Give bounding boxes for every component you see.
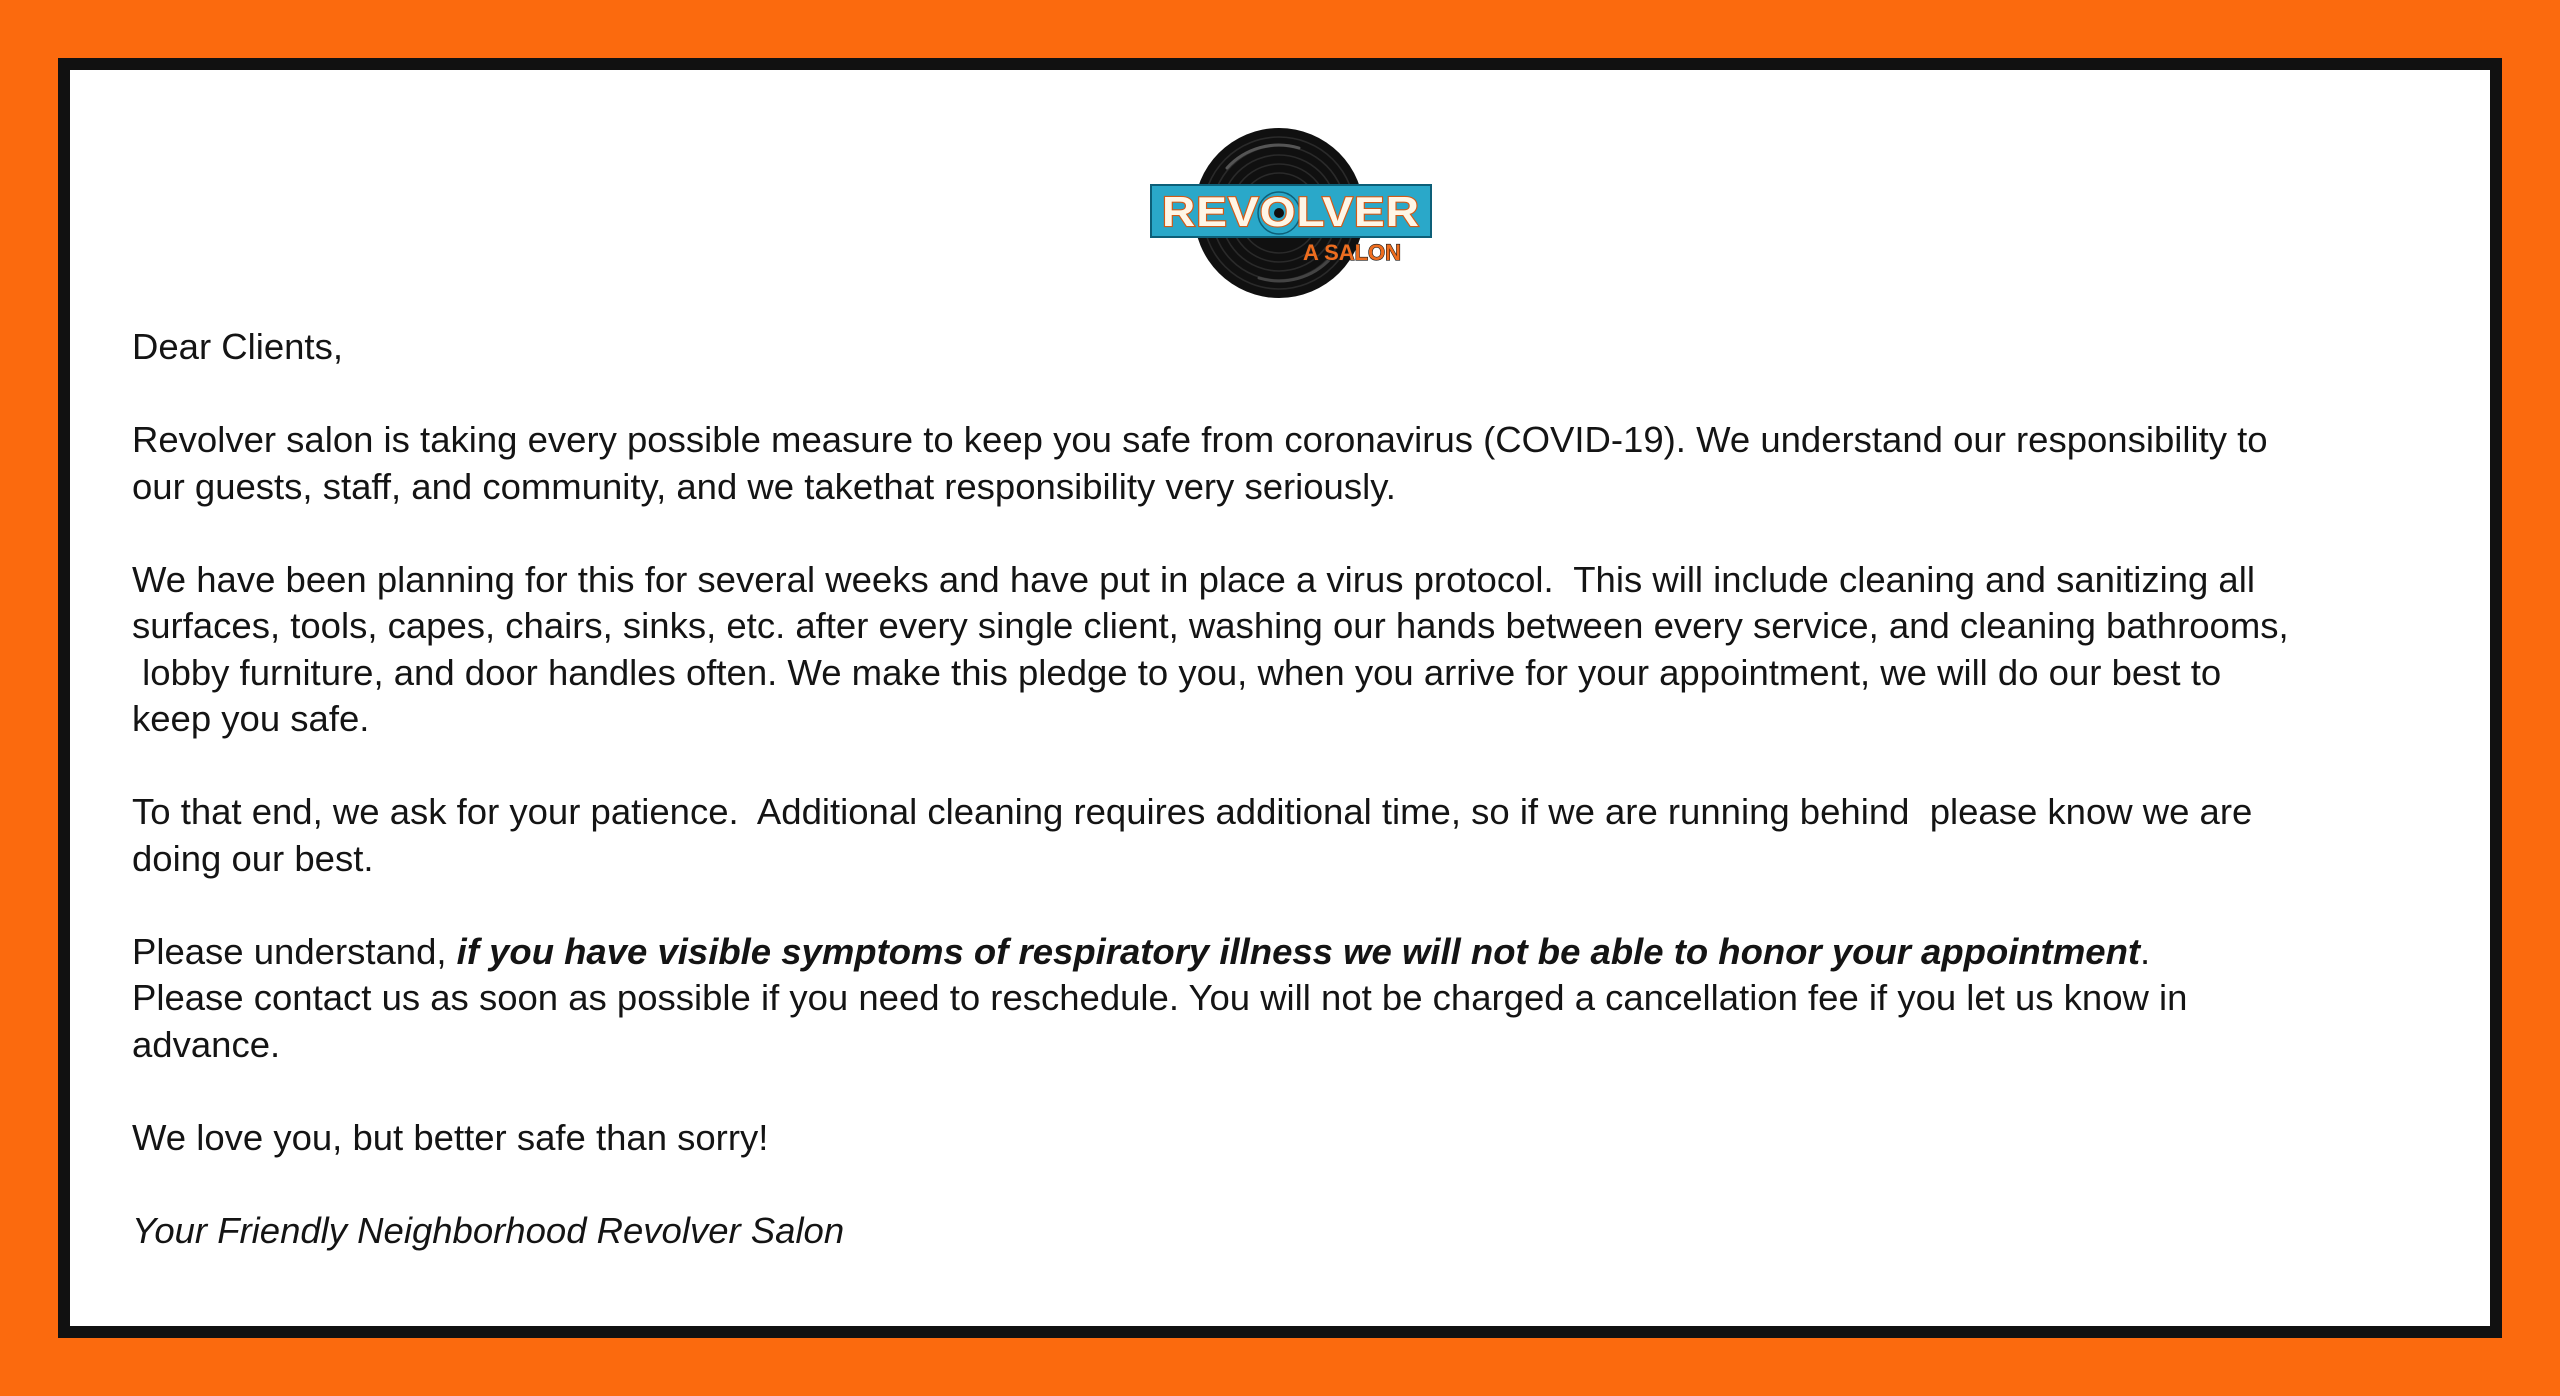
paragraph-lead: Please understand, xyxy=(132,930,457,972)
logo-wordmark-text: REVOLVER xyxy=(1162,188,1420,235)
logo-tagline-text: A SALON xyxy=(1303,240,1401,265)
paragraph-line: doing our best. xyxy=(132,837,374,879)
paragraph-line: Please contact us as soon as possible if you need to reschedule. You will not be charged a cancellation fee if you let us know in xyxy=(132,977,2188,1018)
paragraph-commitment xyxy=(132,417,2472,510)
paragraph-closing: We love you, but better safe than sorry! xyxy=(132,1116,769,1158)
paragraph-line: advance. xyxy=(132,1023,281,1065)
greeting: Dear Clients, xyxy=(132,326,343,367)
paragraph-line: our guests, staff, and community, and we takethat responsibility very seriously. xyxy=(132,465,1396,507)
paragraph-tail: . xyxy=(2140,930,2151,972)
paragraph-line: surfaces, tools, capes, chairs, sinks, etc. after every single client, washing our hands between every service, and cleaning bathrooms, xyxy=(132,605,2289,646)
signoff: Your Friendly Neighborhood Revolver Salon xyxy=(132,1209,845,1251)
paragraph-symptoms xyxy=(132,929,2472,1069)
paragraph-line: We have been planning for this for several weeks and have put in place a virus protocol. This will include cleaning and sanitizing all xyxy=(132,558,2255,600)
paragraph-line: Revolver salon is taking every possible measure to keep you safe from coronavirus (COVID-19). We understand our responsibility to xyxy=(132,419,2268,460)
letter-frame xyxy=(58,58,2502,1338)
paragraph-line: To that end, we ask for your patience. Additional cleaning requires additional time, so if we are running behind please know we are xyxy=(132,791,2253,832)
symptoms-warning: if you have visible symptoms of respiratory illness we will not be able to honor your appointment xyxy=(456,930,2141,972)
logo-wordmark xyxy=(1149,126,1433,300)
paragraph-line: keep you safe. xyxy=(132,698,370,739)
letter-sheet xyxy=(70,70,2490,1326)
paragraph-protocol xyxy=(132,557,2472,743)
paragraph-patience xyxy=(132,789,2472,882)
letter-body xyxy=(132,324,2472,1254)
paragraph-line: lobby furniture, and door handles often. We make this pledge to you, when you arrive for your appointment, we will do our best to xyxy=(132,651,2222,693)
